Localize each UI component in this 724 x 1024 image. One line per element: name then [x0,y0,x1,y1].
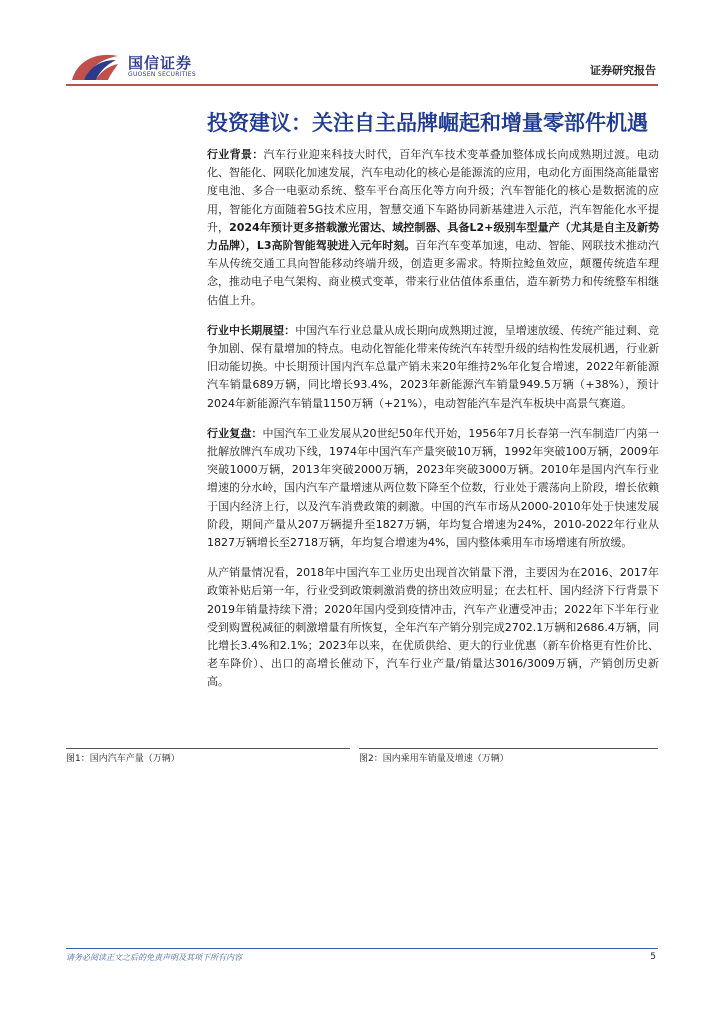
outlook-text: 中国汽车行业总量从成长期向成熟期过渡，呈增速放缓、传统产能过剩、竞争加剧、保有量增加的特点。电动化智能化带来传统汽车转型升级的结构性发展机遇，行业新旧动能切换。中长期预计国内汽车总量产销未来20年维持2%年化复合增速，2022年新能源汽车销量689万辆，同比增长93.4%，2023年新能源汽车销量949.5万辆（+38%），预计2024年新能源汽车销量1150万辆（+21%），电动智能汽车是汽车板块中高景气赛道。 [207,323,660,410]
section-label-background: 行业背景： [207,148,264,161]
background-text-1: 汽车行业迎来科技大时代，百年汽车技术变革叠加整体成长向成熟期过渡。电动化、智能化、网联化加速发展，汽车电动化的核心是能源流的应用，电动化方面围绕高能量密度电池、多合一电驱动系统、整车平台高压化等方向升级；汽车智能化的核心是数据流的应用，智能化方面随着5G技术应用，智慧交通下车路协同新基建进入示范，汽车智能化水平提升， [207,148,660,234]
paragraph-industry-background [207,146,659,310]
paragraph-industry-review [207,425,659,552]
main-content [207,108,659,704]
figure-1-divider [66,748,350,749]
page-number: 5 [650,952,656,962]
figure-2-divider [359,748,658,749]
header-divider [66,84,658,86]
paragraph-sales-overview [207,564,659,691]
background-text-2: 百年汽车变革加速，电动、智能、网联技术推动汽车从传统交通工具向智能移动终端升级，创造更多需求。特斯拉鲶鱼效应，颠覆传统造车理念，推动电子电气架构、商业模式变革，带来行业估值体系重估，造车新势力和传统整车相继估值上升。 [207,239,659,307]
footer-divider [66,948,658,949]
section-label-review: 行业复盘： [207,426,263,440]
figure-2-caption: 图2：国内乘用车销量及增速（万辆） [359,754,509,764]
section-label-outlook: 行业中长期展望： [207,323,296,337]
guosen-logo [70,50,210,86]
paragraph-industry-outlook [207,322,659,413]
footer-disclaimer: 请务必阅读正文之后的免责声明及其项下所有内容 [66,953,242,962]
page-title: 投资建议：关注自主品牌崛起和增量零部件机遇 [207,111,648,135]
sales-text: 从产销量情况看，2018年中国汽车工业历史出现首次销量下滑，主要因为在2016、2017年政策补贴后第一年，行业受到政策刺激消费的挤出效应明显；在去杠杆、国内经济下行背景下2019年销量持续下滑；2020年国内受到疫情冲击，汽车产业遭受冲击；2022年下半年行业受到购置税减征的刺激增量有所恢复，全年汽车产销分别完成2702.1万辆和2686.4万辆，同比增长3.4%和2.1%；2023年以来，在优质供给、更大的行业优惠（新车价格更有性价比、老车降价）、出口的高增长催动下，汽车行业产量/销量达3016/3009万辆，产销创历史新高。 [207,566,659,689]
logo-text-cn: 国信证券 [128,54,193,72]
figure-1-caption: 图1：国内汽车产量（万辆） [66,754,180,764]
guosen-logo-mark-icon [70,50,120,84]
logo-text-en: GUOSEN SECURITIES [128,71,197,78]
page-header [0,0,724,90]
background-highlight: 2024年预计更多搭载激光雷达、域控制器、具备L2+级别车型量产（尤其是自主及新势力品牌），L3高阶智能驾驶进入元年时刻。 [207,220,660,253]
review-text: 中国汽车工业发展从20世纪50年代开始，1956年7月长春第一汽车制造厂内第一批解放牌汽车成功下线，1974年中国汽车产量突破10万辆，1992年突破100万辆，2009年突破1000万辆，2013年突破2000万辆，2023年突破3000万辆。2010年是国内汽车行业增速的分水岭，国内汽车产量增速从两位数下降至个位数，行业处于震荡向上阶段，增长依赖于国内经济上行，以及汽车消费政策的刺激。中国的汽车市场从2000-2010年处于快速发展阶段，期间产量从207万辆提升至1827万辆，年均复合增速为24%，2010-2022年行业从1827万辆增长至2718万辆，年均复合增速为4%，国内整体乘用车市场增速有所放缓。 [207,426,659,550]
report-type-label: 证券研究报告 [590,64,656,77]
